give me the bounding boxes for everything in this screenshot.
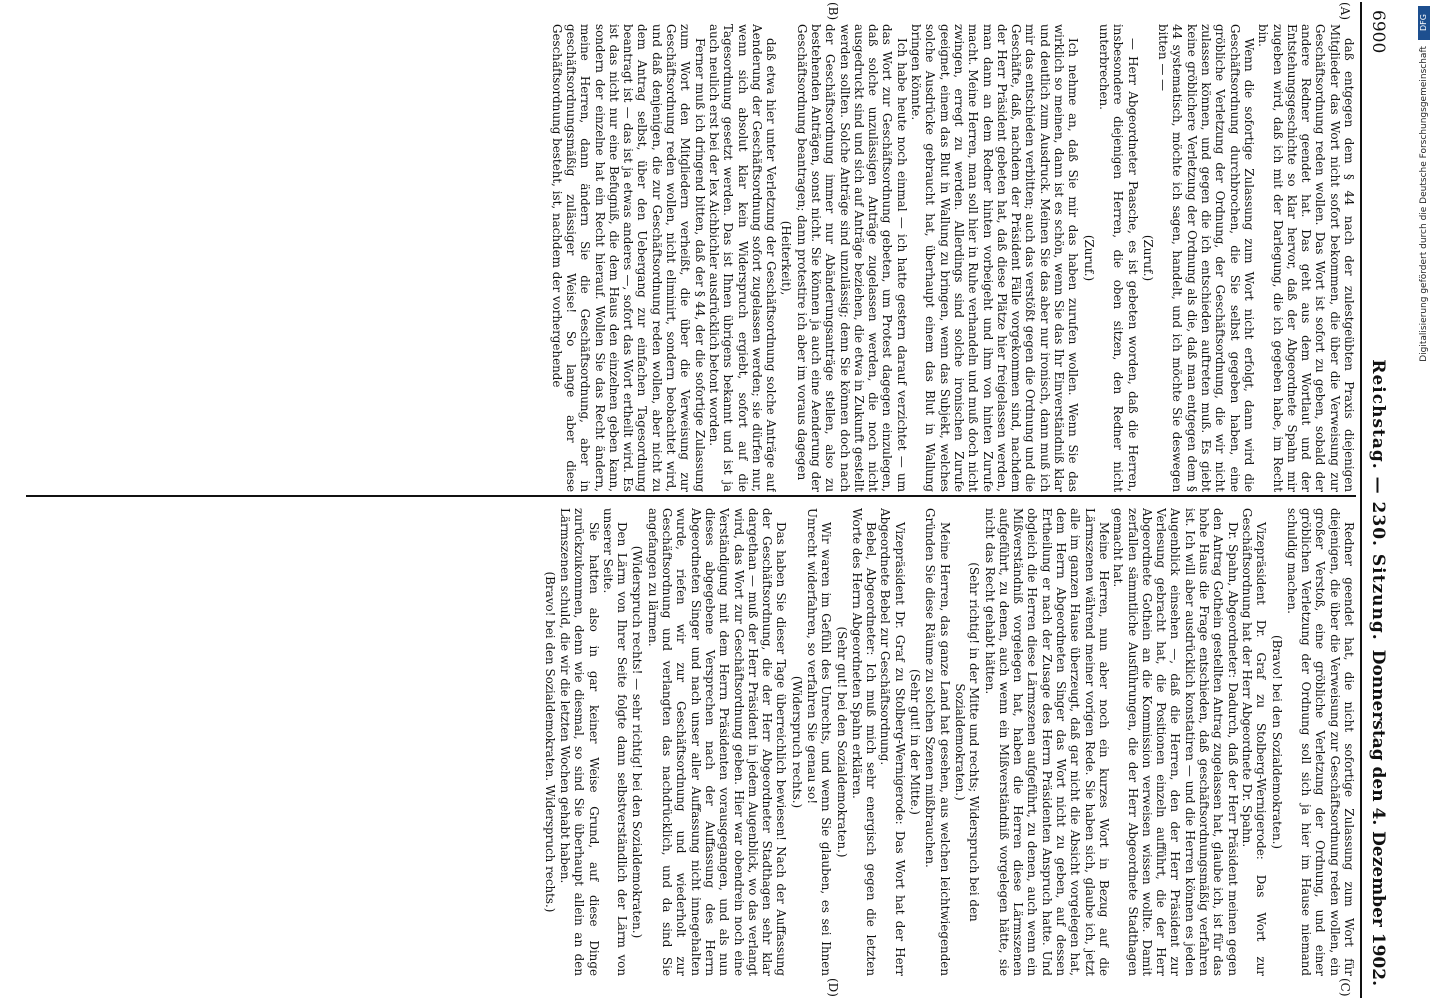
paragraph: — Herr Abgeordneter Paasche, es ist gebeten worden, daß die Herren, insbesondere diejenigen Herren, die oben sitzen, den Redner nicht unterbrechen. [1096,24,1140,492]
right-text-column [26,508,1356,976]
paragraph: Wir waren im Gefühl des Unrechts, und wenn Sie glauben, es sei Ihnen Unrecht widerfahren, so verfahren Sie genau so! [805,508,834,976]
left-text-column [26,24,1356,492]
credit-text: Digitalisierung gefördert durch die Deutsche Forschungsgemeinschaft [1419,46,1429,362]
paragraph: Bebel, Abgeordneter: Ich muß mich sehr energisch gegen die letzten Worte des Herrn Abgeordneten Spahn erklären. [849,508,879,976]
margin-marker-a: (A) [1338,2,1352,21]
interjection: (Bravo! bei den Sozialdemokraten. Widerspruch rechts.) [542,571,557,913]
margin-marker-d: (D) [826,978,840,997]
paragraph: daß etwa hier unter Verletzung der Geschäftsordnung solche Anträge auf Aenderung der Geschäftsordnung sofort zugelassen werden; sie dürfen nur, wenn sich absolut klar kein Widerspruch ergiebt, sofort auf die Tagesordnung gesetzt werden. Das ist Ihnen übrigens bekannt und ist ja auch neulich erst bei der lex Aichbichler ausdrücklich betont worden. [706,24,779,492]
paragraph: Ich nehme an, daß Sie mir das haben zurufen wollen. Wenn Sie das wirklich so meinen, dann ist es schön, wenn Sie das Ihr Einverständniß klar und deutlich zum Ausdruck. Meinen Sie das aber nur ironisch, dann muß ich mir das entschieden verbitten; auch das verstößt gegen die Ordnung und die Geschäfte, daß, nachdem der Präsident Fälle vorgekommen sind, nachdem der Herr Präsident gebeten hat, daß diese Plätze hier freigelassen werden, man dann an dem Redner hinten vorbeigeht und ihm von hinten Zurufe macht. Meine Herren, man soll hier in Ruhe verhandeln und muß doch nicht zwingen, erregt zu werden. Allerdings sind solche ironischen Zurufe geeignet, einem das Blut in Wallung zu bringen, wenn das Subjekt, welches solche Ausdrücke gebraucht hat, überhaupt einem das Blut in Wallung bringen könnte. [909,24,1081,492]
margin-marker-b: (B) [826,2,840,21]
paragraph: daß entgegen dem § 44 nach der zulestgeübten Praxis diejenigen Mitglieder das Wort nicht sofort bekommen, die über die Verweisung zur Geschäftsordnung reden wollen. Das Wort ist sofort zu geben, sobald der andere Redner geendet hat. Das geht aus dem Wortlaut und der Entstehungsgeschichte so klar hervor, daß der Abgeordnete Spahn mir zugeben wird, daß ich mit der Darlegung, die ich gegeben habe, im Recht bin. [1256,24,1356,492]
margin-marker-c: (C) [1338,978,1352,997]
paragraph: Wenn die sofortige Zulassung zum Wort nicht erfolgt, dann wird die Geschäftsordnung durchbrochen, die Sie selbst gegeben haben, eine gröbliche Verletzung der Ordnung, der Geschäftsordnung, die wir nicht zulassen können, und gegen die ich entschieden auftreten muß. Es giebt keine gröblichere Verletzung der Ordnung als die, daß man entgegen dem § 44 systematisch, möchte ich sagen, handelt, und ich möchte Sie deswegen bitten — — [1156,24,1256,492]
dfg-logo: DFG [1418,6,1430,40]
interjection: (Sehr gut! in der Mitte.) [908,669,923,815]
interjection: (Heiterkeit), [779,220,794,296]
interjection: (Bravo! bei den Sozialdemokraten.) [1269,634,1284,850]
paragraph: Ferner muß ich dringend bitten, daß der § 44, der die sofortige Zulassung zum Wort den Mitgliedern verheißt, die über die Verweisung zur Geschäftsordnung reden wollen, nicht eliminirt, sondern beobachtet wird, und daß denjenigen, die zur Geschäftsordnung reden wollen, aber nicht zu dem Antrag selbst, über den Uebergang zur einfachen Tagesordnung beantragt ist — das ist ja etwas anderes —, sofort das Wort ertheilt wird. Es ist das nicht nur eine Befugniß, die dem Haus den einzelnen geben kann, sondern der einzelne hat ein Recht hierauf. Wollen Sie das Recht ändern, meine Herren, dann ändern Sie die Geschäftsordnung, aber in geschäftsordnungsmäßig zulässiger Weise! So lange aber diese Geschäftsordnung besteht, ist, nachdem der vorhergehende [549,24,707,492]
page-title: Reichstag. — 230. Sitzung. [1368,359,1388,641]
paragraph: Vizepräsident Dr. Graf zu Stolberg-Wernigerode: Das Wort hat der Herr Abgeordnete Bebel zur Geschäftsordnung. [878,508,907,976]
interjection: (Zuruf.) [1140,234,1155,282]
paragraph: Das haben Sie dieser Tage überreichlich bewiesen! Nach der Auffassung der Geschäftsordnung, die der Herr Abgeordneter Stadthagen sehr klar dargethan — muß der Herr Präsident in jedem Augenblick, wo das verlangt wird, das Wort zur Geschäftsordnung geben. Hier war obendrein noch eine Verständigung mit dem Herrn Präsidenten vorausgegangen, und als nun dieses abgegebene Versprechen nach der Auffassung des Herrn Abgeordneten Singer und nach unser aller Auffassung nicht innegehalten wurde, riefen wir zur Geschäftsordnung und wiederholt zur Geschäftsordnung und verlangten das nachdrücklich, und da sind Sie angefangen zu lärmen. [645,508,789,976]
paragraph: Meine Herren, nun aber noch ein kurzes Wort in Bezug auf die Lärmszenen während meiner vorigen Rede. Sie haben sich, glaube ich, jetzt alle im ganzen Hause überzeugt, daß gar nicht die Absicht vorgelegen hat, dem Herrn Abgeordneten Singer das Wort nicht zu geben, auf dessen Ertheilung er nach der Zusage des Herrn Präsidenten Anspruch hatte. Und obgleich die Herren diese Lärmszenen aufgeführt, zu denen, auch wenn ein Mißverständniß vorgelegen hat, haben die Herren diese Lärmszenen aufgeführt, zu denen, auch wenn ein Mißverständniß vorgelegen hätte, sie nicht das Recht gehabt hätten. [982,508,1111,976]
paragraph: Den Lärm von Ihrer Seite folgte dann selbstverständlich der Lärm von unserer Seite. [600,508,630,976]
paragraph: Ich habe heute noch einmal — ich hatte gestern darauf verzichtet — um das Wort zur Geschäftsordnung gebeten, um Protest dagegen einzulegen, daß solche unzulässigen Anträge zugelassen werden, die noch nicht ausgedruckt sind und sich auf Anträge beziehen, die etwa in Zukunft gestellt werden sollten. Solche Anträge sind unzulässig; denn Sie können doch nach der Geschäftsordnung immer nur Abänderungsanträge stellen, also zu bestehenden Anträgen, sonst nicht. Sie können ja auch eine Aenderung der Geschäftsordnung beantragen; dann protestire ich aber im voraus dagegen [794,24,909,492]
interjection: (Sehr gut! bei den Sozialdemokraten.) [834,626,849,858]
paragraph: Vizepräsident Dr. Graf zu Stolberg-Wernigerode: Das Wort zur Geschäftsordnung hat der Herr Abgeordnete Dr. Spahn. [1239,508,1269,976]
digitization-credit [1418,6,1430,986]
paragraph: Sie hatten also in gar keiner Weise Grund, auf diese Dinge zurückzukommen, denn wie diesmal, so sind Sie überhaupt allein an den Lärmszenen schuld, die wir die letzten Wochen gehabt haben. [557,508,601,976]
paragraph: Meine Herren, das ganze Land hat gesehen, aus welchen leichtwiegenden Gründen Sie diese Räume zu solchen Szenen mißbrauchen. [923,508,952,976]
header-rule [1360,2,1362,998]
interjection: (Zuruf.) [1081,234,1096,282]
column-divider [26,495,1356,497]
paragraph: Redner geendet hat, die nicht sofortige Zulassung zum Wort für diejenigen, die über die Verweisung zur Geschäftsordnung reden wollen, ein großer Verstoß, eine gröbliche Verletzung der Ordnung, und einer gröblichen Verletzung der Ordnung soll sich ja hier im Hause niemand schuldig machen. [1284,508,1356,976]
session-date: Donnerstag den 4. Dezember 1902. [1368,649,1388,986]
page-number: 6900 [1368,10,1388,54]
interjection: (Widerspruch rechts.) [789,675,804,809]
paragraph: Dr. Spahn, Abgeordneter: Dadurch, daß der Herr Präsident meinen gegen den Antrag Gothein gestellten Antrag zugelassen hat, glaube ich, ist für das hohe Haus die Frage entschieden, daß geschäftsordnungsmäßig verfahren ist. Ich will aber ausdrücklich konstatiren — und die Herren können es jeden Augenblick einsehen —, daß die Herren, den der Herr Präsident zur Verlesung gebracht hat, die Positionen einzeln aufführt, die der Herr Abgeordnete Gothein an die Kommission verweisen wissen wollte. Damit zerfallen sämmtliche Ausführungen, die der Herr Abgeordnete Stadthagen gemacht hat. [1111,508,1240,976]
page-header [1362,10,1392,990]
interjection: (Widerspruch rechts! — sehr richtig! bei den Sozialdemokraten.) [630,545,645,939]
scanned-page [20,2,1400,998]
interjection: (Sehr richtig! in der Mitte und rechts; Widerspruch bei den Sozialdemokraten.) [952,562,982,922]
